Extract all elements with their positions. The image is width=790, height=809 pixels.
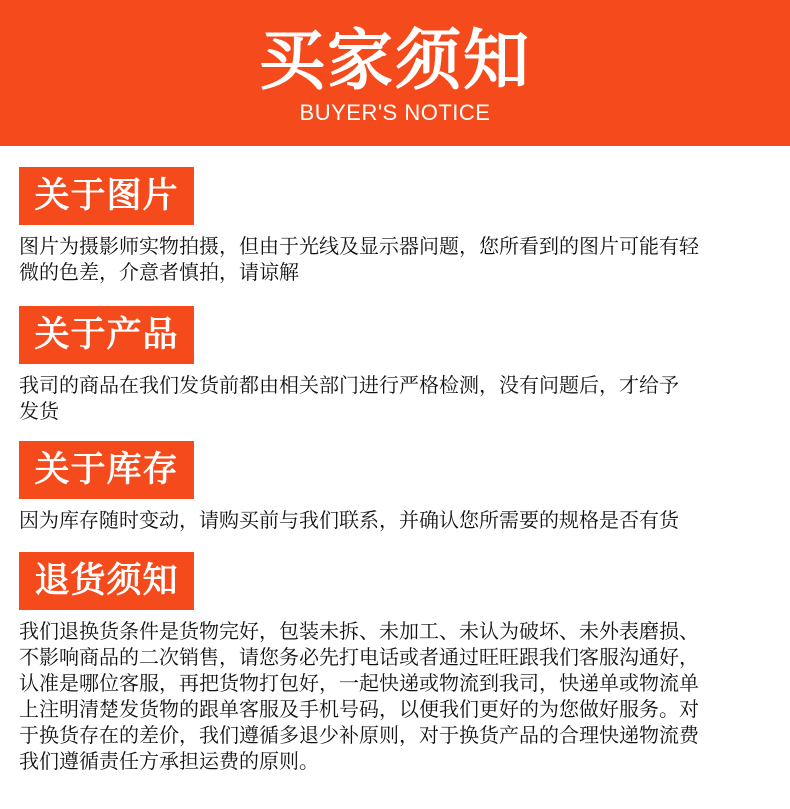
body-line: 发货 [19,399,59,423]
section-body-images [19,233,774,285]
section-body-returns [19,618,774,774]
body-line: 不影响商品的二次销售，请您务必先打电话或者通过旺旺跟我们客服沟通好， [19,645,699,669]
body-line: 于换货存在的差价，我们遵循多退少补原则，对于换货产品的合理快递物流费 [19,723,699,747]
page-subtitle: BUYER'S NOTICE [299,100,491,125]
body-line: 我们退换货条件是货物完好，包装未拆、未加工、未认为破坏、未外表磨损、 [19,619,699,643]
body-line: 认准是哪位客服，再把货物打包好，一起快递或物流到我司，快递单或物流单 [19,671,699,695]
section-heading-products: 关于产品 [19,306,194,364]
body-line: 我司的商品在我们发货前都由相关部门进行严格检测，没有问题后，才给予 [19,373,679,397]
section-heading-returns: 退货须知 [19,552,194,610]
body-line: 上注明清楚发货物的跟单客服及手机号码，以便我们更好的为您做好服务。对 [19,697,699,721]
section-body-stock [19,507,774,533]
page-title: 买家须知 [259,22,531,99]
body-line: 微的色差，介意者慎拍，请谅解 [19,260,299,284]
section-about-images [19,167,774,285]
section-return-notice [19,552,774,774]
section-body-products [19,372,774,424]
section-heading-images: 关于图片 [19,167,194,225]
header-banner [0,0,790,146]
body-line: 因为库存随时变动，请购买前与我们联系，并确认您所需要的规格是否有货 [19,508,679,532]
section-about-stock [19,441,774,533]
section-about-products [19,306,774,424]
body-line: 我们遵循责任方承担运费的原则。 [19,749,319,773]
body-line: 图片为摄影师实物拍摄，但由于光线及显示器问题，您所看到的图片可能有轻 [19,234,699,258]
section-heading-stock: 关于库存 [19,441,194,499]
